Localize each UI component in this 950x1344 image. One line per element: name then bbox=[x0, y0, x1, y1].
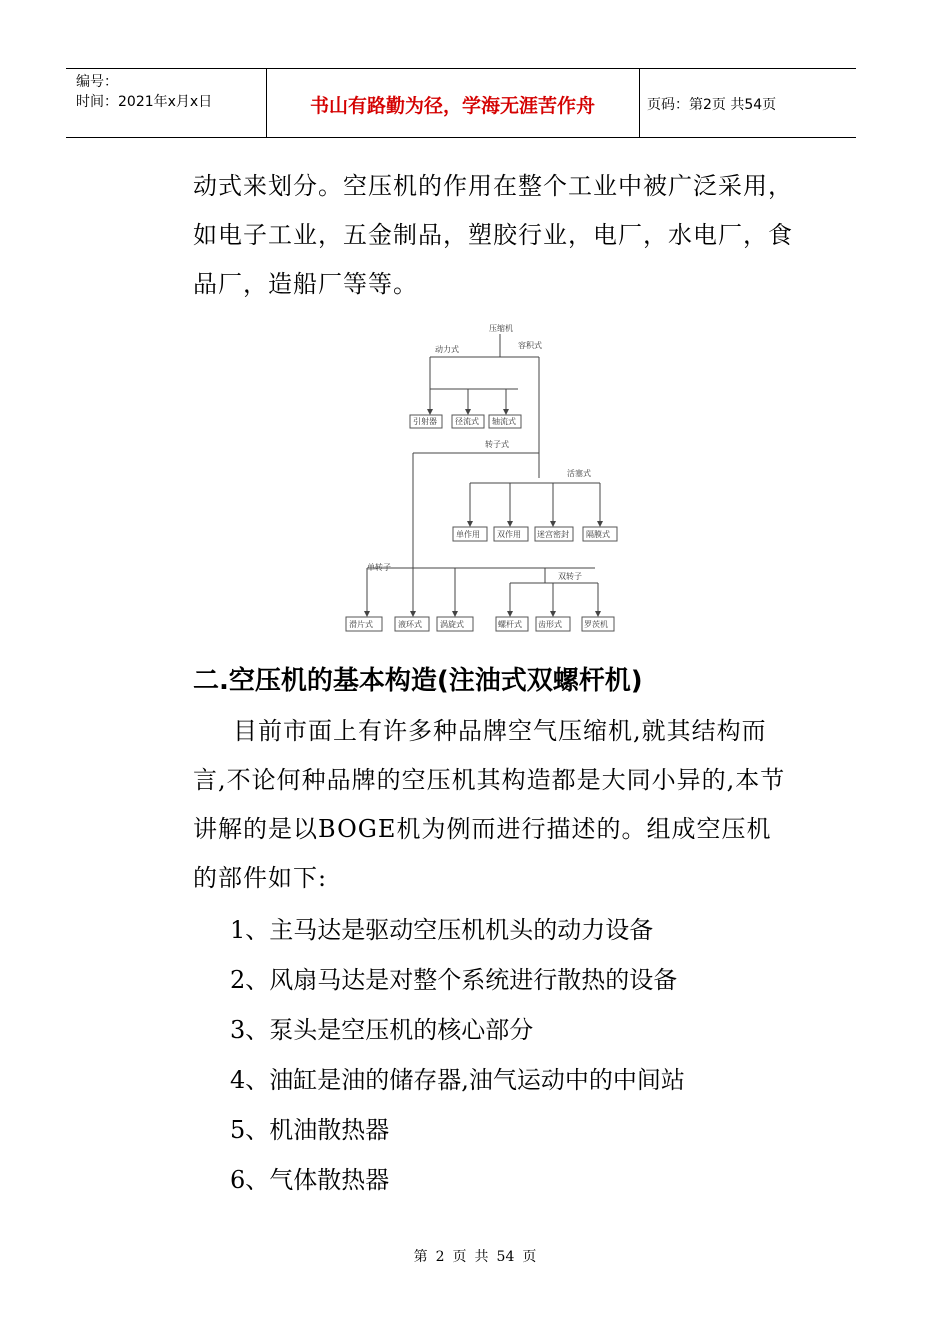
component-list bbox=[230, 905, 685, 1205]
page-footer bbox=[0, 1246, 950, 1266]
section-heading: 二.空压机的基本构造(注油式双螺杆机) bbox=[193, 666, 643, 696]
footer-word: 页 bbox=[522, 1249, 537, 1265]
diagram-dynamic-label: 动力式 bbox=[435, 345, 459, 354]
svg-text:径流式: 径流式 bbox=[455, 417, 479, 426]
svg-text:齿形式: 齿形式 bbox=[538, 620, 562, 629]
doc-number-label: 编号： bbox=[76, 74, 118, 90]
svg-text:罗茨机: 罗茨机 bbox=[584, 620, 608, 629]
header-motto-cell bbox=[266, 69, 640, 137]
structure-paragraph: 目前市面上有许多种品牌空气压缩机,就其结构而言,不论何种品牌的空压机其构造都是大同小异的,本节讲解的是以BOGE机为例而进行描述的。组成空压机的部件如下: bbox=[193, 717, 786, 892]
diagram-rotary-label: 转子式 bbox=[485, 440, 509, 449]
diagram-root-label: 压缩机 bbox=[489, 324, 513, 333]
footer-word: 页 bbox=[452, 1249, 467, 1265]
list-item: 3、泵头是空压机的核心部分 bbox=[230, 1016, 534, 1044]
footer-total-pages: 54 bbox=[496, 1249, 515, 1265]
diagram-box bbox=[583, 527, 617, 541]
diagram-box bbox=[395, 617, 429, 631]
diagram-piston-label: 活塞式 bbox=[567, 469, 591, 478]
diagram-box bbox=[489, 415, 521, 428]
header-page-cell bbox=[639, 69, 856, 137]
diagram-box bbox=[453, 527, 487, 541]
diagram-box bbox=[346, 617, 382, 631]
list-item: 1、主马达是驱动空压机机头的动力设备 bbox=[230, 916, 654, 944]
diagram-box bbox=[452, 415, 484, 428]
list-item: 4、油缸是油的储存器,油气运动中的中间站 bbox=[230, 1066, 685, 1094]
list-item: 5、机油散热器 bbox=[230, 1116, 390, 1144]
diagram-box bbox=[494, 527, 528, 541]
svg-text:滑片式: 滑片式 bbox=[349, 620, 373, 629]
header-page-info: 页码：第2页 共54页 bbox=[647, 97, 777, 113]
svg-text:迷宫密封: 迷宫密封 bbox=[537, 530, 569, 539]
page-header bbox=[66, 68, 856, 138]
intro-paragraph: 动式来划分。空压机的作用在整个工业中被广泛采用，如电子工业，五金制品，塑胶行业，电厂，水电厂，食品厂，造船厂等等。 bbox=[193, 172, 793, 298]
svg-text:双作用: 双作用 bbox=[497, 530, 521, 539]
list-item: 2、风扇马达是对整个系统进行散热的设备 bbox=[230, 966, 678, 994]
diagram-positive-label: 容积式 bbox=[518, 341, 542, 350]
diagram-box bbox=[410, 415, 442, 428]
doc-time-label: 时间：2021年x月x日 bbox=[76, 94, 213, 110]
diagram-box bbox=[437, 617, 473, 631]
svg-text:隔膜式: 隔膜式 bbox=[586, 530, 610, 539]
diagram-box bbox=[536, 617, 570, 631]
diagram-single-rotor-label: 单转子 bbox=[367, 563, 391, 572]
svg-text:轴流式: 轴流式 bbox=[492, 417, 516, 426]
svg-text:引射器: 引射器 bbox=[413, 417, 437, 426]
svg-text:液环式: 液环式 bbox=[398, 620, 422, 629]
diagram-arrowheads bbox=[364, 409, 603, 617]
diagram-box bbox=[496, 617, 528, 631]
svg-text:螺杆式: 螺杆式 bbox=[498, 620, 522, 629]
svg-text:涡旋式: 涡旋式 bbox=[440, 620, 464, 629]
diagram-box bbox=[535, 527, 573, 541]
diagram-box bbox=[582, 617, 614, 631]
diagram-twin-rotor-label: 双转子 bbox=[558, 572, 582, 581]
svg-text:单作用: 单作用 bbox=[456, 530, 480, 539]
header-motto: 书山有路勤为径，学海无涯苦作舟 bbox=[309, 95, 595, 117]
header-meta-cell bbox=[66, 69, 267, 137]
footer-word: 共 bbox=[474, 1249, 489, 1265]
list-item: 6、气体散热器 bbox=[230, 1166, 390, 1194]
footer-page-number: 2 bbox=[435, 1249, 445, 1265]
footer-word: 第 bbox=[413, 1249, 428, 1265]
compressor-classification-diagram bbox=[340, 320, 640, 650]
